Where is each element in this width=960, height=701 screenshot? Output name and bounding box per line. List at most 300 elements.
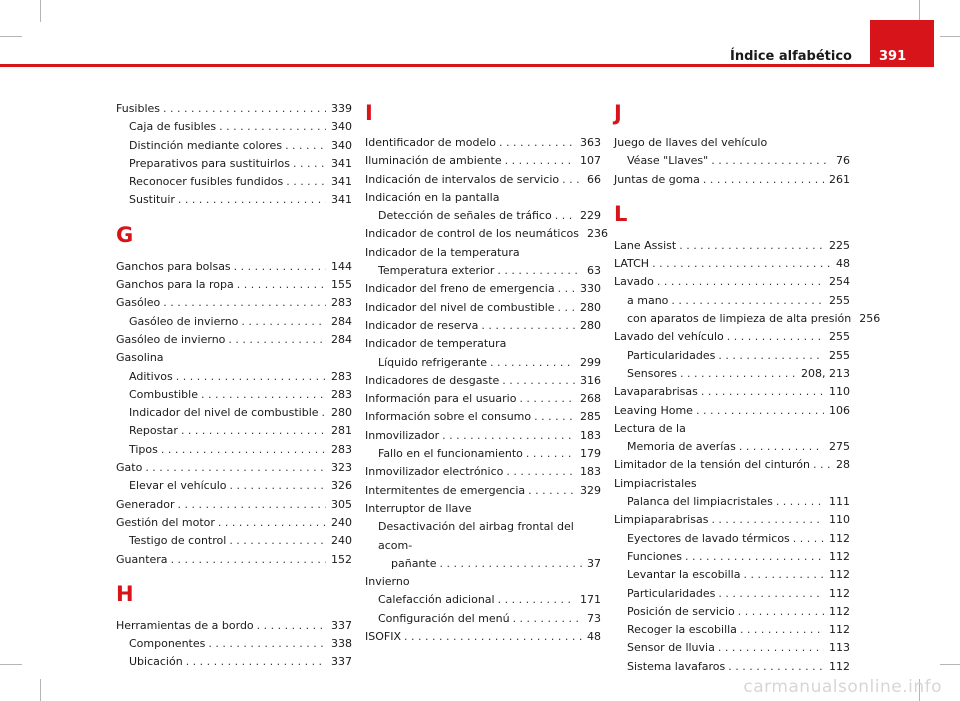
index-entry — [116, 368, 352, 386]
index-entry-label: Eyectores de lavado térmicos — [627, 531, 790, 545]
index-entry-label: Ubicación — [129, 655, 183, 669]
dot-leader — [505, 152, 575, 170]
dot-leader — [739, 438, 824, 456]
index-entry-label: Iluminación de ambiente — [365, 154, 502, 168]
index-entry-label: Sensor de lluvia — [627, 641, 715, 655]
index-entry-label: Testigo de control — [129, 534, 227, 548]
index-entry-page: 261 — [829, 172, 850, 186]
dot-leader — [711, 511, 824, 529]
index-entry — [365, 390, 601, 408]
dot-leader — [176, 368, 326, 386]
index-entry — [116, 331, 352, 349]
index-entry — [614, 365, 850, 383]
index-entry-label: Lavado — [614, 275, 654, 289]
index-entry-label: ISOFIX — [365, 630, 401, 644]
index-entry-page: 283 — [331, 387, 352, 401]
index-entry-label: Inmovilizador electrónico — [365, 465, 504, 479]
dot-leader — [502, 372, 575, 390]
dot-leader — [186, 653, 326, 671]
index-entry-page: 337 — [331, 618, 352, 632]
index-entry-label: Gato — [116, 461, 143, 475]
index-entry — [614, 603, 850, 621]
index-heading: Limpiacristales — [614, 476, 697, 490]
index-entry — [365, 317, 601, 335]
index-entry-label: Tipos — [129, 442, 158, 456]
section-letter: G — [116, 222, 134, 247]
dot-leader — [680, 365, 796, 383]
index-entry — [614, 639, 850, 657]
index-entry — [116, 276, 352, 294]
index-entry-page: 225 — [829, 238, 850, 252]
dot-leader — [738, 603, 824, 621]
crop-mark — [40, 0, 41, 22]
index-entry — [365, 134, 601, 152]
index-entry — [116, 635, 352, 653]
index-entry-page: 363 — [580, 136, 601, 149]
index-entry — [365, 591, 601, 609]
index-entry-page: 112 — [829, 604, 850, 618]
index-entry — [614, 237, 850, 255]
dot-leader — [229, 477, 326, 495]
index-entry — [116, 258, 352, 276]
index-entry-label: Particularidades — [627, 586, 716, 600]
index-entry-label: Información sobre el consumo — [365, 410, 532, 424]
index-heading: Interruptor de llave — [365, 501, 472, 515]
index-entry-label: Generador — [116, 497, 175, 511]
index-column-2 — [365, 100, 608, 646]
index-entry-label: Limitador de la tensión del cinturón — [614, 458, 810, 472]
index-entry-page: 110 — [829, 513, 850, 527]
index-entry-page: 281 — [331, 424, 352, 438]
index-entry-page: 284 — [331, 314, 352, 328]
dot-leader — [657, 273, 824, 291]
index-entry — [365, 463, 601, 481]
index-entry-label: Indicador de reserva — [365, 318, 479, 332]
index-entry — [614, 438, 850, 456]
dot-leader — [506, 463, 575, 481]
index-heading: Indicador de temperatura — [365, 337, 507, 351]
dot-leader — [718, 639, 824, 657]
index-entry-page: 284 — [331, 332, 352, 346]
index-entry-label: Ganchos para bolsas — [116, 259, 231, 273]
index-entry — [365, 610, 601, 628]
dot-leader — [293, 155, 326, 173]
index-entry — [614, 621, 850, 639]
index-entry-page: 112 — [829, 659, 850, 673]
dot-leader — [528, 482, 575, 500]
index-entry-label: Aditivos — [129, 369, 173, 383]
index-entry-label: Detección de señales de tráfico — [378, 209, 552, 223]
dot-leader — [234, 258, 326, 276]
index-entry-page: 329 — [580, 483, 601, 497]
dot-leader — [743, 566, 824, 584]
dot-leader — [727, 328, 824, 346]
index-entry — [365, 280, 601, 298]
crop-mark — [940, 664, 960, 665]
index-entry-label: Preparativos para sustituirlos — [129, 156, 290, 170]
index-entry — [614, 511, 850, 529]
index-entry-label: Palanca del limpiacristales — [627, 495, 773, 509]
index-entry — [116, 514, 352, 532]
dot-leader — [711, 152, 831, 170]
index-entry-label: Indicadores de desgaste — [365, 373, 500, 387]
crop-mark — [0, 664, 22, 665]
index-entry — [116, 617, 352, 635]
index-entry-label: Repostar — [129, 424, 178, 438]
crop-mark — [919, 0, 920, 22]
index-entry — [365, 152, 601, 170]
index-entry-label: Combustible — [129, 387, 198, 401]
index-entry — [614, 310, 881, 328]
index-entry-label: Inmovilizador — [365, 428, 440, 442]
index-entry-label: Limpiaparabrisas — [614, 513, 709, 527]
index-column-1 — [116, 100, 352, 672]
index-entry-page: 183 — [580, 465, 601, 479]
index-entry-page: 341 — [331, 193, 352, 207]
dot-leader — [145, 459, 326, 477]
index-entry — [365, 482, 601, 500]
dot-leader — [181, 422, 326, 440]
dot-leader — [171, 551, 326, 569]
index-entry-page: 208, 213 — [801, 366, 850, 380]
index-entry — [365, 354, 601, 372]
index-entry-page: 305 — [331, 497, 352, 511]
index-entry-page: 63 — [587, 264, 601, 278]
index-entry-page: 110 — [829, 385, 850, 399]
index-entry — [116, 313, 352, 331]
dot-leader — [696, 402, 824, 420]
index-entry-page: 112 — [829, 623, 850, 637]
index-entry-label: con aparatos de limpieza de alta presión — [627, 312, 852, 326]
index-entry — [116, 551, 352, 569]
dot-leader — [685, 548, 824, 566]
index-entry-label: Leaving Home — [614, 403, 693, 417]
index-entry-label: Líquido refrigerante — [378, 355, 487, 369]
index-entry-page: 37 — [587, 556, 601, 570]
dot-leader — [218, 514, 326, 532]
index-heading: Lectura de la — [614, 421, 686, 435]
index-entry-label: Ganchos para la ropa — [116, 278, 234, 292]
index-entry — [365, 171, 601, 189]
index-entry-label: Componentes — [129, 637, 206, 651]
index-entry — [614, 548, 850, 566]
index-entry — [365, 555, 601, 573]
index-entry-label: Herramientas de a bordo — [116, 618, 254, 632]
dot-leader — [718, 347, 824, 365]
index-entry — [116, 173, 352, 191]
dot-leader — [562, 171, 582, 189]
index-entry-page: 112 — [829, 531, 850, 545]
index-heading: Gasolina — [116, 351, 164, 365]
index-entry-page: 280 — [331, 406, 352, 420]
dot-leader — [703, 171, 824, 189]
dot-leader — [813, 456, 831, 474]
index-entry-page: 256 — [859, 312, 881, 326]
dot-leader — [526, 445, 575, 463]
index-entry-label: Calefacción adicional — [378, 593, 495, 607]
index-entry-page: 275 — [829, 440, 850, 454]
index-entry-page: 330 — [580, 282, 601, 296]
index-entry-page: 112 — [829, 549, 850, 563]
index-entry — [116, 118, 352, 136]
index-entry-label: Gasóleo — [116, 296, 161, 310]
index-entry — [614, 456, 850, 474]
index-entry-label: Indicador del freno de emergencia — [365, 282, 555, 296]
index-entry — [614, 493, 850, 511]
index-entry — [116, 137, 352, 155]
index-entry — [116, 459, 352, 477]
index-entry-page: 152 — [331, 552, 352, 566]
section-letter: I — [365, 101, 373, 125]
index-entry-page: 155 — [331, 278, 352, 292]
index-entry-page: 66 — [587, 172, 601, 186]
index-entry-label: Sistema lavafaros — [627, 659, 726, 673]
index-entry-label: Gasóleo de invierno — [129, 314, 239, 328]
index-entry-label: Véase "Llaves" — [627, 154, 709, 168]
index-entry — [116, 441, 352, 459]
dot-leader — [241, 313, 326, 331]
index-entry — [116, 422, 352, 440]
index-entry-label: Gasóleo de invierno — [116, 332, 226, 346]
index-entry — [365, 628, 601, 646]
section-letter: J — [614, 101, 622, 125]
crop-mark — [940, 36, 960, 37]
dot-leader — [163, 294, 326, 312]
index-entry-label: Caja de fusibles — [129, 120, 217, 134]
index-entry — [614, 152, 850, 170]
index-entry-label: Recoger la escobilla — [627, 623, 737, 637]
index-entry-page: 28 — [836, 458, 850, 472]
dot-leader — [201, 386, 326, 404]
dot-leader — [208, 635, 326, 653]
dot-leader — [513, 610, 582, 628]
index-entry-page: 254 — [829, 275, 850, 289]
dot-leader — [404, 628, 582, 646]
index-entry-page: 229 — [580, 209, 601, 223]
index-entry-label: Levantar la escobilla — [627, 568, 741, 582]
index-entry — [365, 372, 601, 390]
index-entry-page: 283 — [331, 296, 352, 310]
index-entry-label: Posición de servicio — [627, 604, 735, 618]
index-entry — [116, 477, 352, 495]
index-entry-page: 340 — [331, 120, 352, 134]
dot-leader — [442, 427, 575, 445]
index-entry-label: Gestión del motor — [116, 515, 215, 529]
dot-leader — [728, 658, 824, 676]
index-heading: Indicador de la temperatura — [365, 245, 520, 259]
dot-leader — [237, 276, 326, 294]
index-heading: Juego de llaves del vehículo — [614, 136, 768, 149]
index-entry — [614, 292, 850, 310]
dot-leader — [718, 585, 824, 603]
section-letter: L — [614, 201, 628, 226]
index-entry-page: 338 — [331, 637, 352, 651]
dot-leader — [497, 262, 582, 280]
index-entry — [116, 191, 352, 209]
index-entry-page: 337 — [331, 655, 352, 669]
index-entry-page: 171 — [580, 593, 601, 607]
index-entry — [365, 207, 601, 225]
dot-leader — [257, 617, 326, 635]
index-entry-page: 112 — [829, 586, 850, 600]
index-entry-label: Temperatura exterior — [378, 264, 495, 278]
dot-leader — [558, 299, 575, 317]
index-entry — [116, 532, 352, 550]
dot-leader — [793, 530, 824, 548]
index-entry-label: Memoria de averías — [627, 440, 736, 454]
index-entry-page: 179 — [580, 447, 601, 461]
index-entry — [116, 294, 352, 312]
index-entry-page: 323 — [331, 461, 352, 475]
index-entry-page: 341 — [331, 175, 352, 189]
page-title: Índice alfabético — [730, 49, 852, 64]
index-entry — [365, 408, 601, 426]
index-entry-label: Indicación de intervalos de servicio — [365, 172, 560, 186]
index-entry — [365, 262, 601, 280]
crop-mark — [0, 36, 22, 37]
index-entry-label: LATCH — [614, 257, 650, 271]
index-entry-label: Sensores — [627, 366, 677, 380]
index-entry-page: 240 — [331, 515, 352, 529]
header-rule — [0, 64, 870, 67]
index-entry-label: Identificador de modelo — [365, 136, 497, 149]
index-entry-label: Juntas de goma — [614, 172, 700, 186]
index-entry — [614, 585, 850, 603]
index-column-3 — [614, 100, 881, 676]
index-entry-page: 316 — [580, 373, 601, 387]
index-entry-page: 341 — [331, 156, 352, 170]
index-entry-page: 283 — [331, 442, 352, 456]
index-entry — [614, 658, 850, 676]
index-entry-page: 183 — [580, 428, 601, 442]
index-entry-page: 112 — [829, 568, 850, 582]
index-entry-page: 236 — [586, 227, 608, 241]
index-heading: Indicación en la pantalla — [365, 190, 500, 204]
index-entry-page: 111 — [829, 495, 850, 509]
dot-leader — [229, 532, 326, 550]
index-entry-page: 73 — [587, 611, 601, 625]
index-entry — [365, 225, 608, 243]
index-entry — [614, 347, 850, 365]
dot-leader — [740, 621, 824, 639]
index-entry-page: 144 — [331, 259, 352, 273]
dot-leader — [558, 280, 575, 298]
index-entry — [614, 255, 850, 273]
index-entry-page: 299 — [580, 355, 601, 369]
dot-leader — [701, 383, 824, 401]
dot-leader — [534, 408, 575, 426]
index-entry — [116, 404, 352, 422]
index-entry-label: pañante — [391, 556, 437, 570]
index-entry-page: 255 — [829, 293, 850, 307]
index-entry — [614, 402, 850, 420]
index-entry-label: Información para el usuario — [365, 392, 517, 406]
index-entry-label: Indicador de control de los neumáticos — [365, 227, 579, 241]
dot-leader — [228, 331, 326, 349]
dot-leader — [679, 237, 824, 255]
watermark: carmanualsonline.info — [743, 677, 942, 697]
index-entry-page: 339 — [331, 102, 352, 115]
index-entry — [116, 155, 352, 173]
index-entry — [614, 273, 850, 291]
index-entry-page: 280 — [580, 300, 601, 314]
index-entry-page: 107 — [580, 154, 601, 168]
index-entry-label: Reconocer fusibles fundidos — [129, 175, 284, 189]
dot-leader — [286, 173, 326, 191]
dot-leader — [499, 134, 575, 152]
section-letter: H — [116, 581, 134, 606]
index-entry-label: Guantera — [116, 552, 168, 566]
dot-leader — [776, 493, 824, 511]
index-entry-label: Particularidades — [627, 348, 716, 362]
index-entry — [365, 299, 601, 317]
index-entry-page: 48 — [836, 257, 850, 271]
index-entry-page: 340 — [331, 138, 352, 152]
index-entry — [116, 386, 352, 404]
index-entry — [614, 171, 850, 189]
index-entry-page: 268 — [580, 392, 601, 406]
dot-leader — [178, 191, 326, 209]
index-entry — [116, 496, 352, 514]
index-entry — [614, 328, 850, 346]
index-entry-label: a mano — [627, 293, 669, 307]
index-entry — [116, 653, 352, 671]
index-entry-label: Distinción mediante colores — [129, 138, 283, 152]
index-entry — [614, 530, 850, 548]
dot-leader — [440, 555, 583, 573]
dot-leader — [555, 207, 575, 225]
index-entry-page: 326 — [331, 479, 352, 493]
index-entry — [116, 100, 352, 118]
dot-leader — [219, 118, 326, 136]
index-entry-page: 113 — [829, 641, 850, 655]
dot-leader — [671, 292, 824, 310]
dot-leader — [161, 441, 326, 459]
index-entry-label: Fallo en el funcionamiento — [378, 447, 523, 461]
index-entry-page: 76 — [836, 154, 850, 168]
index-entry-page: 106 — [829, 403, 850, 417]
index-entry-label: Indicador del nivel de combustible — [129, 406, 319, 420]
index-entry-label: Lavado del vehículo — [614, 330, 724, 344]
crop-mark — [40, 679, 41, 701]
dot-leader — [178, 496, 326, 514]
index-entry-page: 255 — [829, 348, 850, 362]
index-heading: Desactivación del airbag frontal del acom- — [378, 520, 574, 552]
index-entry-label: Elevar el vehículo — [129, 479, 227, 493]
index-entry — [614, 566, 850, 584]
dot-leader — [652, 255, 831, 273]
dot-leader — [481, 317, 575, 335]
index-entry-page: 48 — [587, 630, 601, 644]
dot-leader — [285, 137, 326, 155]
index-entry — [614, 383, 850, 401]
index-entry-label: Intermitentes de emergencia — [365, 483, 526, 497]
index-entry-label: Lane Assist — [614, 238, 677, 252]
dot-leader — [490, 354, 575, 372]
index-entry-page: 283 — [331, 369, 352, 383]
index-entry-label: Funciones — [627, 549, 682, 563]
index-entry-page: 280 — [580, 318, 601, 332]
index-entry-page: 285 — [580, 410, 601, 424]
index-entry-page: 255 — [829, 330, 850, 344]
index-entry-label: Fusibles — [116, 102, 161, 115]
index-entry-label: Lavaparabrisas — [614, 385, 698, 399]
index-entry-label: Indicador del nivel de combustible — [365, 300, 555, 314]
dot-leader — [322, 404, 326, 422]
page-number: 391 — [879, 49, 907, 64]
dot-leader — [519, 390, 575, 408]
index-entry — [365, 427, 601, 445]
